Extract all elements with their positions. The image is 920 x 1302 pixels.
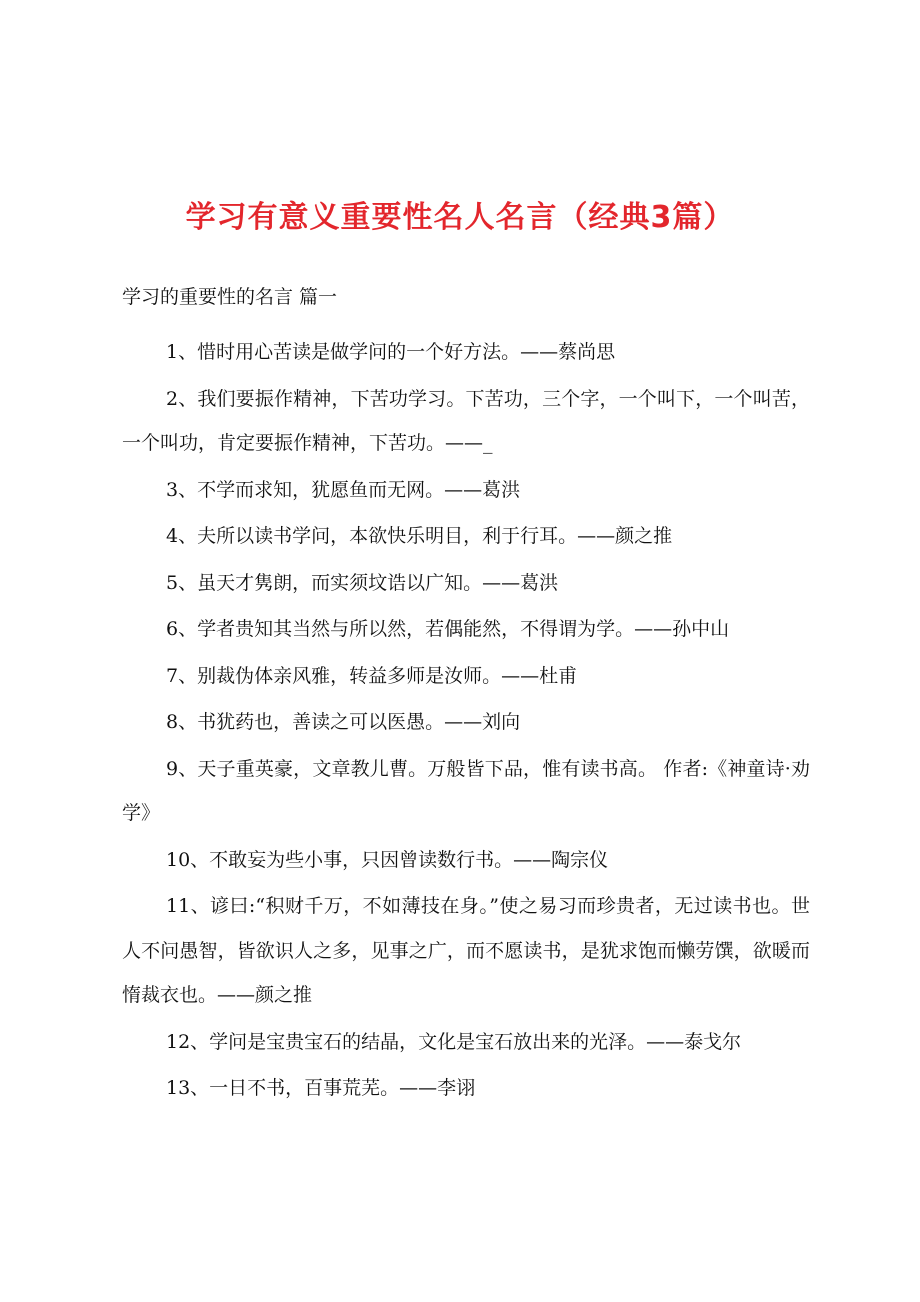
quote-item: 2、我们要振作精神，下苦功学习。下苦功，三个字，一个叫下，一个叫苦，一个叫功，肯定要振作精神，下苦功。——_: [122, 387, 810, 454]
quote-item: 1、惜时用心苦读是做学问的一个好方法。——蔡尚思: [166, 341, 616, 363]
quote-item: 13、一日不书，百事荒芜。——李诩: [166, 1077, 476, 1099]
document-title: 学习有意义重要性名人名言（经典3篇）: [185, 200, 735, 235]
quote-item: 10、不敢妄为些小事，只因曾读数行书。——陶宗仪: [166, 848, 609, 871]
quote-item: 8、书犹药也，善读之可以医愚。——刘向: [166, 711, 521, 733]
quote-list: [122, 330, 810, 1113]
quote-item: 6、学者贵知其当然与所以然，若偶能然，不得谓为学。——孙中山: [166, 618, 730, 640]
section-heading: 学习的重要性的名言 篇一: [122, 286, 338, 308]
quote-item: 4、夫所以读书学问，本欲快乐明目，利于行耳。——颜之推: [166, 525, 673, 547]
quote-item: 11、谚曰:“积财千万，不如薄技在身。”使之易习而珍贵者，无过读书也。世人不问愚智，皆欲识人之多，见事之广，而不愿读书，是犹求饱而懒劳馔，欲暖而惰裁衣也。——颜之推: [122, 895, 810, 1006]
quote-item: 9、天子重英豪，文章教儿曹。万般皆下品，惟有读书高。 作者:《神童诗·劝学》: [122, 757, 810, 824]
quote-item: 3、不学而求知，犹愿鱼而无网。——葛洪: [166, 478, 521, 501]
quote-item: 12、学问是宝贵宝石的结晶，文化是宝石放出来的光泽。——泰戈尔: [166, 1030, 742, 1053]
quote-item: 5、虽天才隽朗，而实须坟诰以广知。——葛洪: [166, 571, 559, 594]
quote-item: 7、别裁伪体亲风雅，转益多师是汝师。——杜甫: [166, 664, 578, 687]
